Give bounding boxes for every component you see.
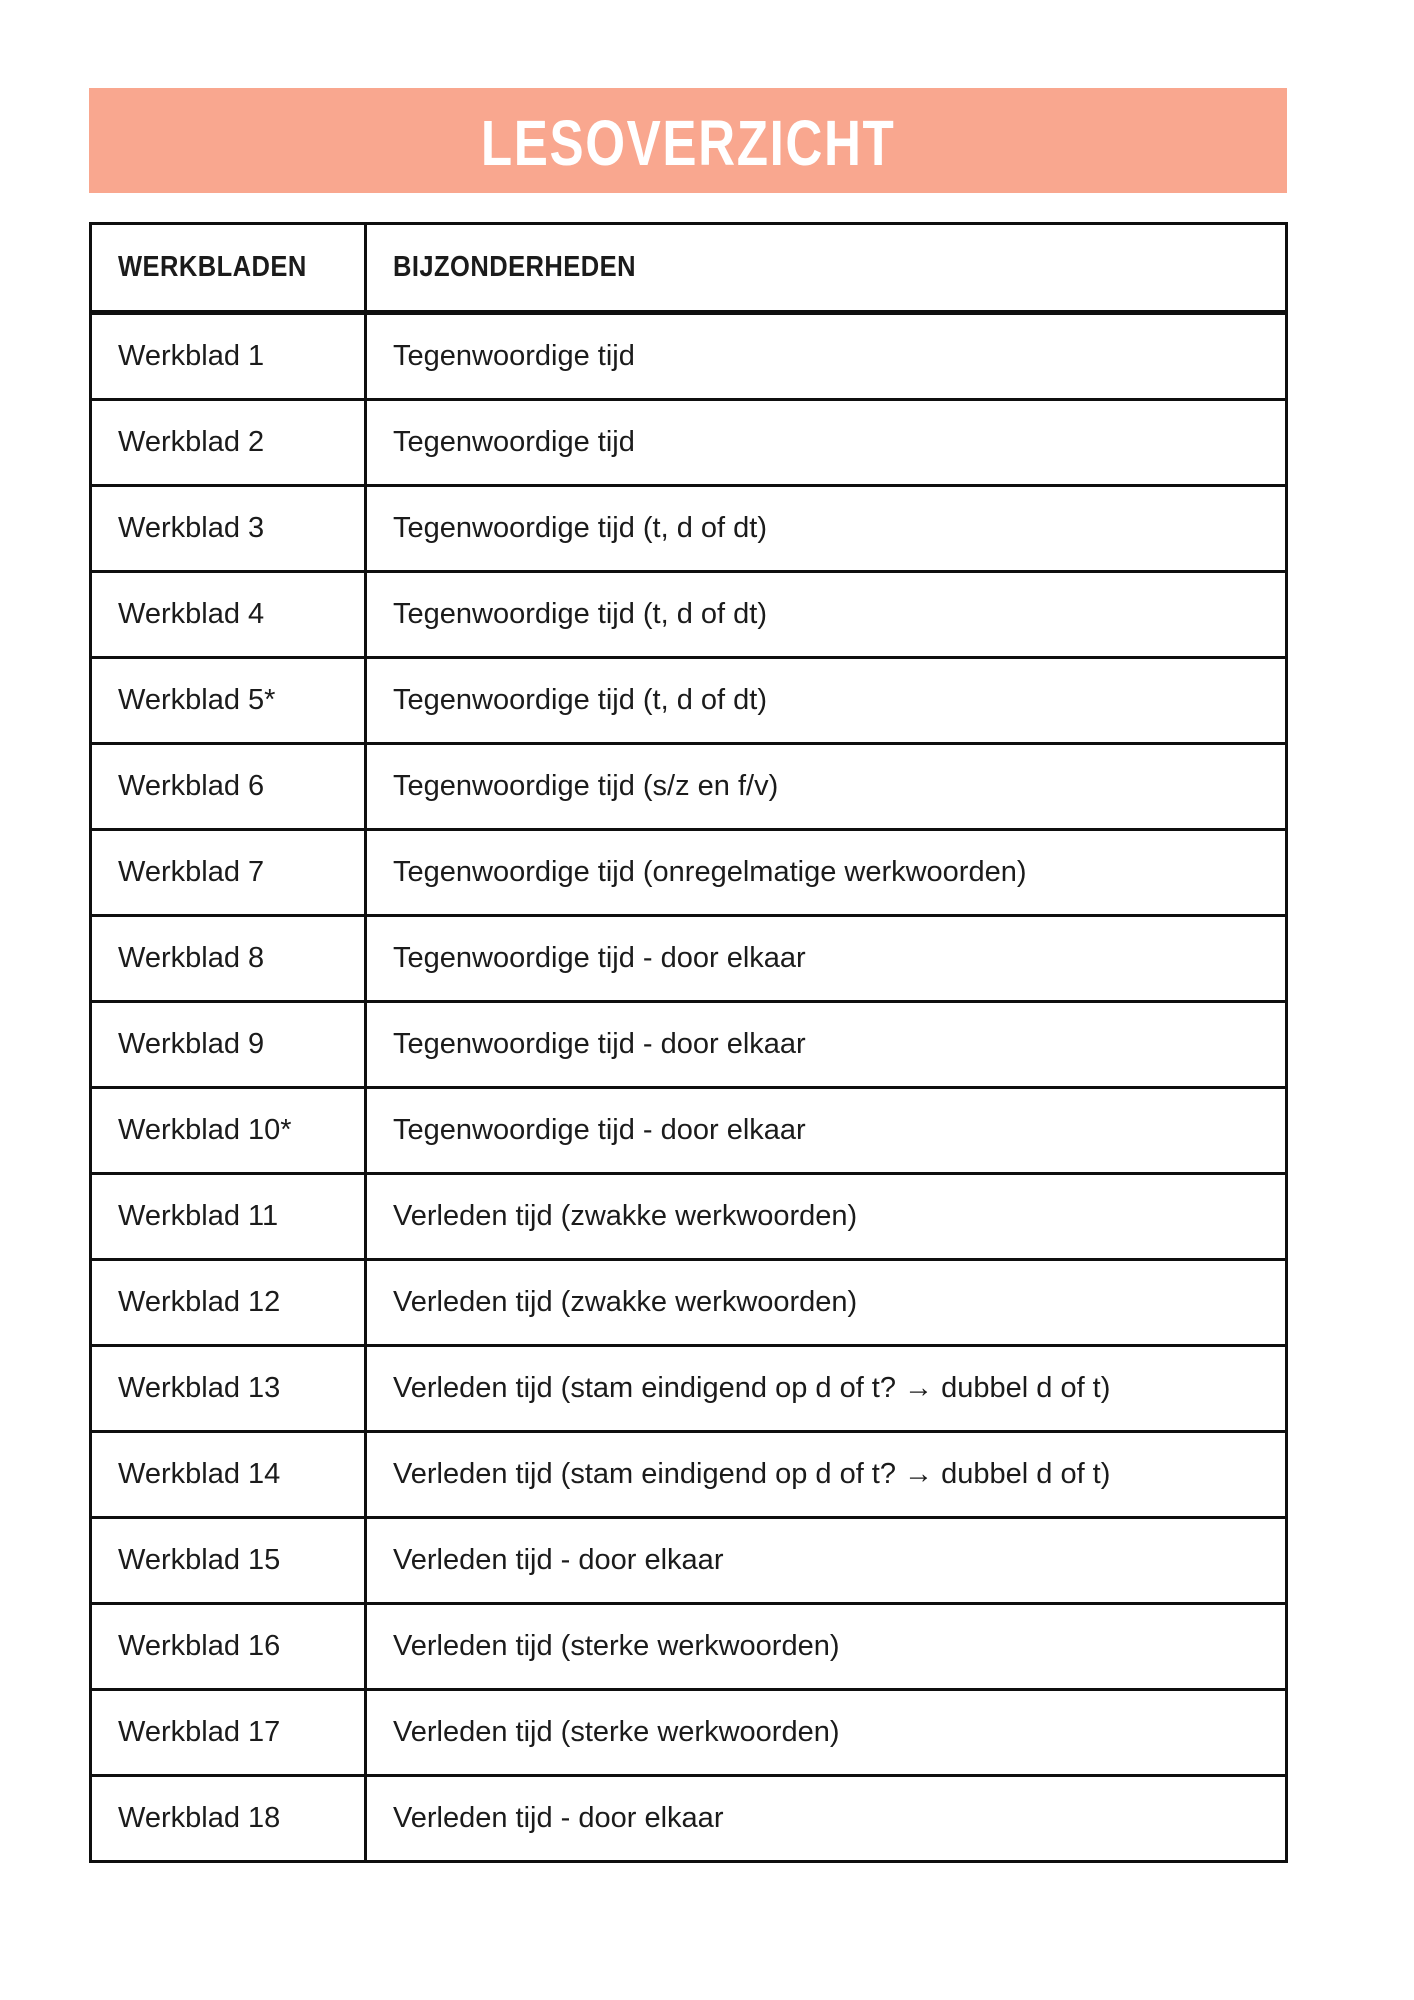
worksheet-name-cell: Werkblad 5* [91, 658, 366, 744]
worksheet-details-cell: Verleden tijd - door elkaar [366, 1776, 1287, 1862]
table-row [91, 486, 1287, 572]
page-title: LESOVERZICHT [480, 106, 896, 179]
worksheet-details-cell: Verleden tijd (stam eindigend op d of t? → dubbel d of t) [366, 1346, 1287, 1432]
worksheet-details-cell: Tegenwoordige tijd (t, d of dt) [366, 658, 1287, 744]
table-row [91, 658, 1287, 744]
table-row [91, 1432, 1287, 1518]
table-row [91, 572, 1287, 658]
worksheet-name-cell: Werkblad 13 [91, 1346, 366, 1432]
column-header-werkbladen [91, 224, 366, 313]
table-row [91, 313, 1287, 400]
table-row [91, 744, 1287, 830]
column-header-bijzonderheden-label: BIJZONDERHEDEN [393, 251, 636, 283]
worksheet-details-cell: Tegenwoordige tijd (t, d of dt) [366, 572, 1287, 658]
table-row [91, 1690, 1287, 1776]
worksheet-name-cell: Werkblad 16 [91, 1604, 366, 1690]
worksheet-name-cell: Werkblad 3 [91, 486, 366, 572]
table-row [91, 830, 1287, 916]
worksheet-name-cell: Werkblad 8 [91, 916, 366, 1002]
table-row [91, 1088, 1287, 1174]
title-banner [89, 88, 1287, 193]
table-row [91, 1260, 1287, 1346]
worksheet-details-cell: Tegenwoordige tijd (onregelmatige werkwoorden) [366, 830, 1287, 916]
worksheet-name-cell: Werkblad 7 [91, 830, 366, 916]
table-row [91, 1174, 1287, 1260]
table-row [91, 1002, 1287, 1088]
worksheet-details-cell: Tegenwoordige tijd - door elkaar [366, 916, 1287, 1002]
worksheet-details-cell: Verleden tijd (sterke werkwoorden) [366, 1604, 1287, 1690]
table-row [91, 1346, 1287, 1432]
worksheet-name-cell: Werkblad 15 [91, 1518, 366, 1604]
worksheet-details-cell: Tegenwoordige tijd - door elkaar [366, 1002, 1287, 1088]
worksheet-details-cell: Verleden tijd - door elkaar [366, 1518, 1287, 1604]
worksheet-details-cell: Tegenwoordige tijd - door elkaar [366, 1088, 1287, 1174]
table-row [91, 1518, 1287, 1604]
worksheet-details-cell: Verleden tijd (zwakke werkwoorden) [366, 1260, 1287, 1346]
worksheet-details-cell: Tegenwoordige tijd [366, 400, 1287, 486]
worksheet-details-cell: Verleden tijd (zwakke werkwoorden) [366, 1174, 1287, 1260]
table-row [91, 916, 1287, 1002]
table-row [91, 1604, 1287, 1690]
worksheet-details-cell: Verleden tijd (sterke werkwoorden) [366, 1690, 1287, 1776]
worksheet-name-cell: Werkblad 11 [91, 1174, 366, 1260]
worksheet-name-cell: Werkblad 12 [91, 1260, 366, 1346]
worksheet-name-cell: Werkblad 2 [91, 400, 366, 486]
worksheet-name-cell: Werkblad 6 [91, 744, 366, 830]
worksheet-name-cell: Werkblad 1 [91, 313, 366, 400]
table-body [91, 313, 1287, 1862]
column-header-bijzonderheden [366, 224, 1287, 313]
column-header-werkbladen-label: WERKBLADEN [118, 251, 307, 283]
worksheet-details-cell: Tegenwoordige tijd (t, d of dt) [366, 486, 1287, 572]
worksheet-name-cell: Werkblad 10* [91, 1088, 366, 1174]
worksheet-name-cell: Werkblad 9 [91, 1002, 366, 1088]
table-header-row [91, 224, 1287, 313]
worksheet-details-cell: Tegenwoordige tijd (s/z en f/v) [366, 744, 1287, 830]
worksheets-table [89, 222, 1288, 1863]
worksheet-name-cell: Werkblad 4 [91, 572, 366, 658]
worksheet-name-cell: Werkblad 18 [91, 1776, 366, 1862]
worksheet-name-cell: Werkblad 14 [91, 1432, 366, 1518]
worksheet-details-cell: Verleden tijd (stam eindigend op d of t? → dubbel d of t) [366, 1432, 1287, 1518]
table-row [91, 400, 1287, 486]
worksheet-details-cell: Tegenwoordige tijd [366, 313, 1287, 400]
worksheet-name-cell: Werkblad 17 [91, 1690, 366, 1776]
table-row [91, 1776, 1287, 1862]
